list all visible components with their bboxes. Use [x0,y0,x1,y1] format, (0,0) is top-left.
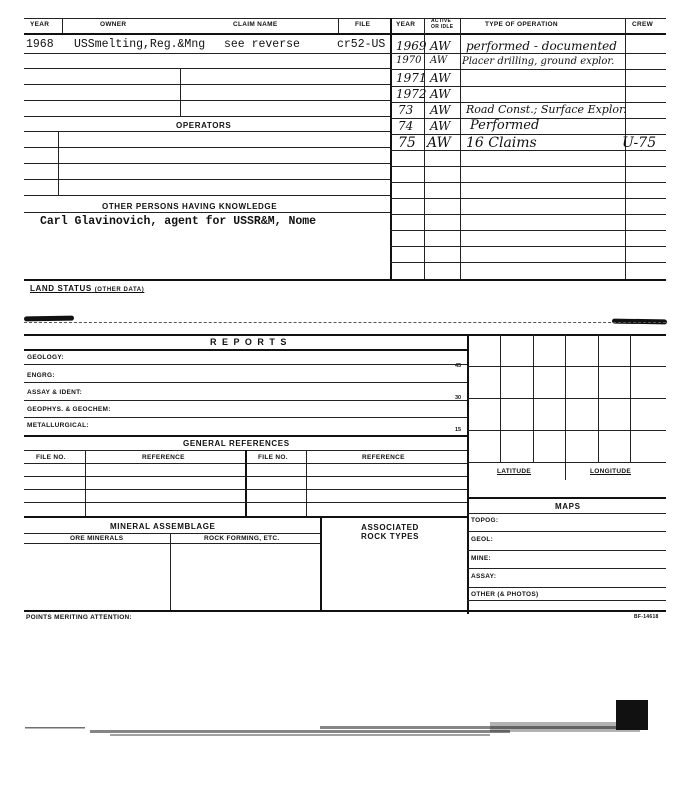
activity-year-1: 1969 [396,39,427,53]
activity-year-2: 1970 [396,55,422,66]
activity-crew-7: U-75 [622,135,657,151]
geology-label: GEOLOGY: [27,354,64,361]
scale-30: 30 [455,395,462,401]
claim-name-header: CLAIM NAME [233,21,278,28]
ore-minerals-header: ORE MINERALS [70,535,124,542]
scale-15: 15 [455,427,462,433]
activity-year-5: 73 [398,103,414,117]
file-header: FILE [355,21,371,28]
general-references-label: GENERAL REFERENCES [183,439,290,448]
activity-operation-6: Performed [470,118,540,133]
crew-header: CREW [632,21,654,28]
activity-status-4: AW [430,87,451,101]
form-number: BF-14618 [634,614,659,620]
longitude-label: LONGITUDE [590,468,631,475]
activity-status-2: AW [430,55,448,66]
associated-rock-types-label: ASSOCIATED ROCK TYPES [361,523,420,541]
assay-label: ASSAY & IDENT: [27,389,83,396]
activity-operation-5: Road Const.; Surface Explor. [466,103,627,116]
other-persons-label: OTHER PERSONS HAVING KNOWLEDGE [102,202,278,211]
owner-header: OWNER [100,21,127,28]
activity-status-3: AW [430,71,451,85]
activity-status-1: AW [430,39,451,53]
activity-operation-2: Placer drilling, ground explor. [462,56,615,67]
mineral-assemblage-label: MINERAL ASSEMBLAGE [110,522,216,531]
activity-status-6: AW [430,119,451,133]
land-status-label: LAND STATUS (OTHER DATA) [30,284,145,293]
scale-45: 45 [455,363,462,369]
activity-year-3: 1971 [396,71,427,85]
operators-label: OPERATORS [176,121,232,130]
year2-header: YEAR [396,21,416,28]
record-claim-name: see reverse [224,38,300,51]
activity-year-7: 75 [398,135,416,151]
record-owner: USSmelting,Reg.&Mng [74,38,206,51]
active-idle-header: ACTIVE OR IDLE [431,18,454,30]
rock-forming-header: ROCK FORMING, ETC. [204,535,280,542]
record-year: 1968 [26,38,54,51]
activity-status-7: AW [427,135,451,151]
activity-year-6: 74 [398,119,414,133]
reference-header-1: REFERENCE [142,454,185,461]
activity-operation-7: 16 Claims [466,135,537,151]
geophys-label: GEOPHYS. & GEOCHEM: [27,406,111,413]
reports-label: R E P O R T S [210,337,288,347]
topog-label: TOPOG: [471,517,499,524]
reference-header-2: REFERENCE [362,454,405,461]
geol-label: GEOL: [471,536,494,543]
file-no-header-2: FILE NO. [258,454,288,461]
activity-status-5: AW [430,103,451,117]
scan-noise-strip [20,700,670,760]
mine-label: MINE: [471,555,491,562]
points-meriting-attention-label: POINTS MERITING ATTENTION: [26,614,133,621]
latitude-label: LATITUDE [497,468,532,475]
activity-year-4: 1972 [396,87,427,101]
engrg-label: ENGRG: [27,372,55,379]
other-persons-text: Carl Glavinovich, agent for USSR&M, Nome [40,215,317,228]
type-of-operation-header: TYPE OF OPERATION [485,21,558,28]
file-no-header-1: FILE NO. [36,454,66,461]
smudge-mark-left [24,316,74,322]
record-file: cr52-US [337,38,386,51]
metallurgical-label: METALLURGICAL: [27,422,89,429]
maps-label: MAPS [555,502,581,511]
activity-operation-1: performed - documented [466,39,617,53]
other-photos-label: OTHER (& PHOTOS) [471,591,539,598]
assay-map-label: ASSAY: [471,573,497,580]
year-header: YEAR [30,21,50,28]
